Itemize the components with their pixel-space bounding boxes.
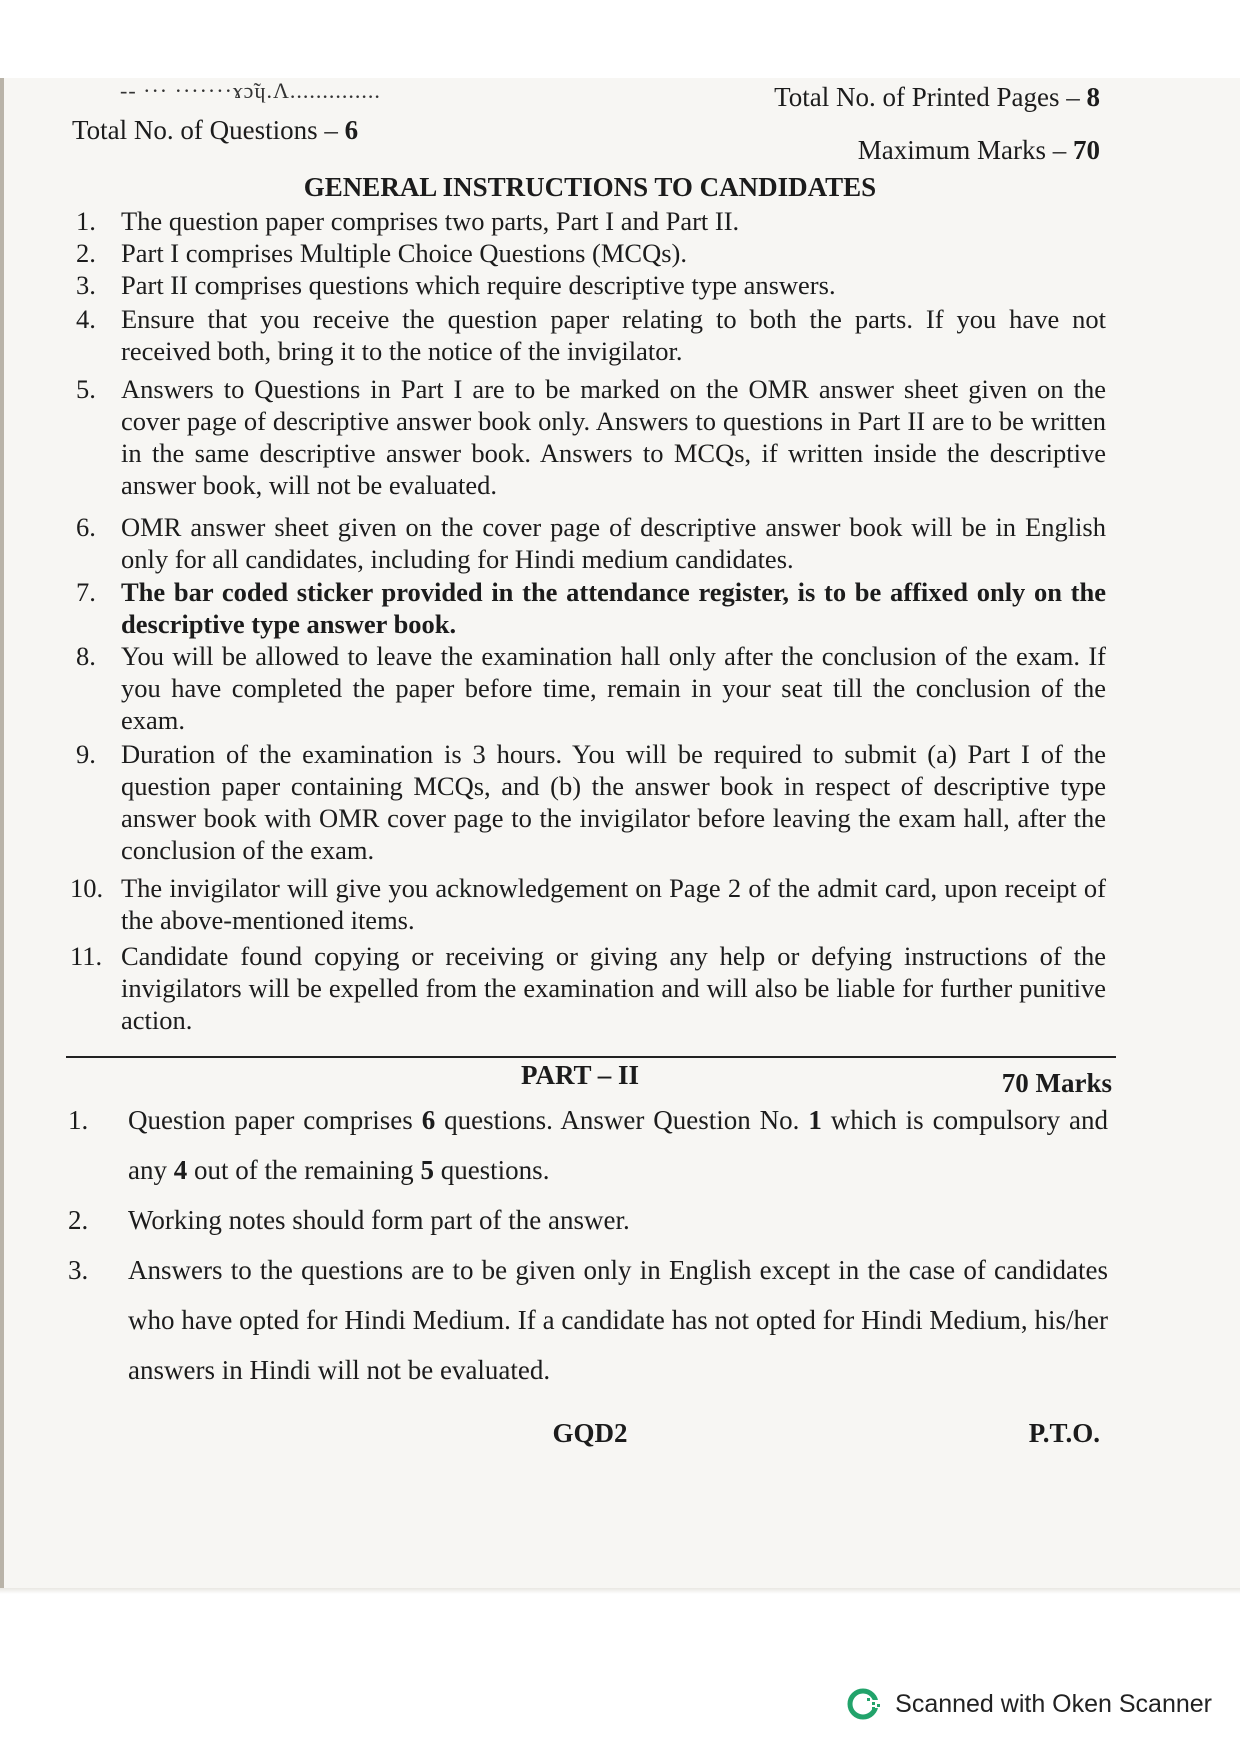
instruction-item: 2. Part I comprises Multiple Choice Questions (MCQs). xyxy=(76,238,688,268)
instruction-item: 9. Duration of the examination is 3 hours. You will be required to submit (a) Part I of the question paper containing MCQs, and (b) the answer book in respect of descriptive type answer book with OMR cover page to the invigilator before leaving the exam hall, after the conclusion of the exam. xyxy=(76,739,1106,865)
section-divider xyxy=(66,1056,1116,1058)
instruction-item: 10. The invigilator will give you acknowledgement on Page 2 of the admit card, upon receipt of the above-mentioned items. xyxy=(70,873,1106,935)
maximum-marks: Maximum Marks – 70 xyxy=(857,135,1100,165)
oken-scanner-logo-icon xyxy=(847,1686,883,1722)
part-two-item: 3. Answers to the questions are to be given only in English except in the case of candidates who have opted for Hindi Medium. If a candidate has not opted for Hindi Medium, his/her answers in Hindi will not be evaluated. xyxy=(68,1255,1108,1385)
part-two-title: PART – II xyxy=(520,1060,640,1090)
roll-number-mark: -- ··· ·······ɤɔ̃ɥ.Ʌ.............. xyxy=(120,78,381,103)
instruction-item: 1. The question paper comprises two parts, Part I and Part II. xyxy=(76,206,740,236)
page-left-edge xyxy=(0,78,4,1588)
part-two-marks: 70 Marks xyxy=(1001,1068,1112,1098)
instruction-item: 4. Ensure that you receive the question paper relating to both the parts. If you have not received both, bring it to the notice of the invigilator. xyxy=(76,304,1106,366)
part-two-item: 1. Question paper comprises 6 questions. Answer Question No. 1 which is compulsory and any 4 out of the remaining 5 questions. xyxy=(68,1105,1109,1185)
instruction-item: 11. Candidate found copying or receiving or giving any help or defying instructions of the invigilators will be expelled from the examination and will also be liable for further punitive action. xyxy=(70,941,1106,1035)
instruction-item: 5. Answers to Questions in Part I are to be marked on the OMR answer sheet given on the cover page of descriptive answer book only. Answers to questions in Part II are to be written in the same descriptive answer book. Answers to MCQs, if written inside the descriptive answer book, will not be evaluated. xyxy=(76,374,1106,500)
instruction-item: 8. You will be allowed to leave the examination hall only after the conclusion of the exam. If you have completed the paper before time, remain in your seat till the conclusion of the exam. xyxy=(76,641,1106,735)
scanner-watermark xyxy=(847,1686,1212,1722)
instruction-item: 6. OMR answer sheet given on the cover page of descriptive answer book will be in English only for all candidates, including for Hindi medium candidates. xyxy=(76,512,1106,574)
total-questions: Total No. of Questions – 6 xyxy=(72,115,359,145)
instruction-item: 7. The bar coded sticker provided in the attendance register, is to be affixed only on the descriptive type answer book. xyxy=(76,577,1106,639)
paper-code: GQD2 xyxy=(552,1418,628,1448)
part-two-item: 2. Working notes should form part of the answer. xyxy=(68,1205,630,1235)
instruction-item: 3. Part II comprises questions which require descriptive type answers. xyxy=(76,270,836,300)
general-instructions-title: GENERAL INSTRUCTIONS TO CANDIDATES xyxy=(303,172,877,202)
total-printed-pages: Total No. of Printed Pages – 8 xyxy=(774,82,1100,112)
scanner-watermark-text: Scanned with Oken Scanner xyxy=(895,1689,1212,1718)
please-turn-over: P.T.O. xyxy=(1028,1418,1100,1448)
page-bottom-shadow xyxy=(0,1588,1240,1594)
